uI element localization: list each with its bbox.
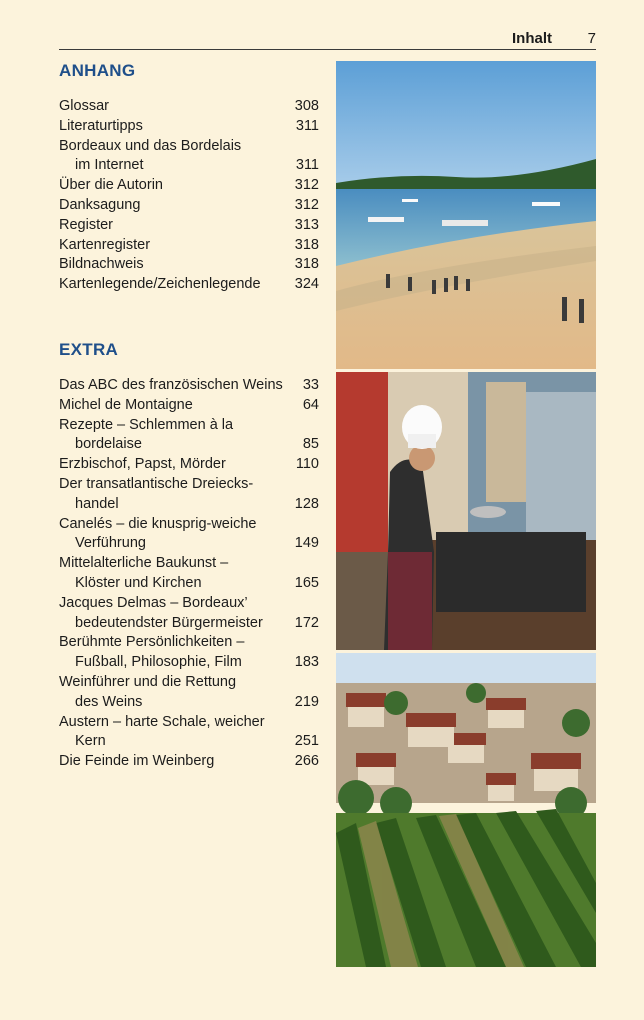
toc-entry[interactable]	[59, 534, 319, 554]
toc-entry[interactable]	[59, 653, 319, 673]
toc-entry-label: Literaturtipps	[59, 117, 143, 134]
toc-entry-label: Bildnachweis	[59, 256, 144, 273]
toc-entry-label: Fußball, Philosophie, Film	[75, 654, 242, 671]
toc-entry-label: bordelaise	[75, 436, 142, 453]
toc-entry[interactable]	[59, 455, 319, 475]
toc-entry[interactable]	[59, 416, 319, 436]
toc-entry[interactable]	[59, 475, 319, 495]
toc-entry-label: im Internet	[75, 157, 144, 174]
toc-entry-page: 219	[294, 693, 319, 710]
toc-entry-label: Kartenlegende/Zeichenlegende	[59, 276, 261, 293]
toc-entry-label: Erzbischof, Papst, Mörder	[59, 456, 226, 473]
vineyard-photo	[336, 653, 596, 967]
toc-entry[interactable]	[59, 97, 319, 117]
toc-entry[interactable]	[59, 137, 319, 157]
toc-entry-page: 312	[294, 177, 319, 194]
toc-entry-label: Mittelalterliche Baukunst –	[59, 555, 229, 572]
toc-entry[interactable]	[59, 495, 319, 515]
toc-entry-label: Das ABC des französischen Weins	[59, 377, 283, 393]
toc-entry-page: 266	[294, 753, 319, 770]
toc-entry-label: Michel de Montaigne	[59, 396, 193, 413]
toc-list-anhang	[59, 97, 319, 295]
toc-entry-label: des Weins	[75, 693, 143, 710]
toc-entry[interactable]	[59, 396, 319, 416]
toc-entry-label: Register	[59, 216, 113, 233]
toc-entry-label: bedeutendster Bürgermeister	[75, 614, 263, 631]
toc-entry-page: 165	[294, 574, 319, 591]
toc-entry[interactable]	[59, 376, 319, 396]
section-title-anhang: ANHANG	[59, 61, 136, 80]
toc-entry[interactable]	[59, 693, 319, 713]
toc-entry-page: 149	[294, 535, 319, 552]
toc-entry-page: 312	[294, 196, 319, 213]
toc-entry[interactable]	[59, 673, 319, 693]
toc-entry[interactable]	[59, 275, 319, 295]
toc-entry-page: 85	[302, 436, 319, 453]
toc-entry-label: Glossar	[59, 98, 109, 114]
toc-entry-page: 183	[294, 654, 319, 671]
toc-entry-page: 64	[302, 396, 319, 413]
toc-entry-page: 311	[295, 157, 319, 174]
toc-entry-label: Canelés – die knusprig-weiche	[59, 515, 257, 532]
toc-entry[interactable]	[59, 176, 319, 196]
toc-entry-label: handel	[75, 495, 119, 512]
toc-entry-label: Jacques Delmas – Bordeaux’	[59, 594, 248, 611]
toc-entry-page: 311	[295, 117, 319, 134]
toc-entry-page: 313	[294, 216, 319, 233]
toc-entry-label: Der transatlantische Dreiecks-	[59, 475, 254, 492]
toc-entry-label: Die Feinde im Weinberg	[59, 753, 215, 770]
toc-entry[interactable]	[59, 236, 319, 256]
toc-entry-label: Kartenregister	[59, 236, 151, 253]
toc-entry[interactable]	[59, 574, 319, 594]
toc-entry[interactable]	[59, 554, 319, 574]
toc-entry-label: Rezepte – Schlemmen à la	[59, 416, 234, 433]
toc-entry-label: Austern – harte Schale, weicher	[59, 713, 265, 730]
page-header	[59, 29, 596, 50]
toc-entry-page: 324	[294, 276, 319, 293]
header-title: Inhalt	[512, 30, 552, 47]
toc-entry[interactable]	[59, 515, 319, 535]
toc-entry-page: 318	[294, 256, 319, 273]
beach-photo	[336, 61, 596, 369]
toc-entry-page: 33	[302, 377, 319, 393]
page-number: 7	[587, 30, 596, 47]
toc-entry[interactable]	[59, 196, 319, 216]
toc-entry-label: Bordeaux und das Bordelais	[59, 137, 242, 154]
toc-entry-page: 128	[294, 495, 319, 512]
toc-entry-page: 318	[294, 236, 319, 253]
toc-entry[interactable]	[59, 216, 319, 236]
toc-entry-label: Kern	[75, 733, 106, 750]
toc-entry-label: Berühmte Persönlichkeiten –	[59, 634, 245, 651]
chef-photo	[336, 372, 596, 650]
toc-entry[interactable]	[59, 255, 319, 275]
toc-entry-page: 308	[294, 98, 319, 114]
toc-list-extra	[59, 376, 319, 772]
toc-entry[interactable]	[59, 594, 319, 614]
toc-entry-label: Verführung	[75, 535, 146, 552]
toc-entry-label: Weinführer und die Rettung	[59, 673, 237, 690]
toc-entry[interactable]	[59, 713, 319, 733]
toc-entry[interactable]	[59, 156, 319, 176]
toc-entry[interactable]	[59, 117, 319, 137]
section-title-extra: EXTRA	[59, 340, 119, 359]
toc-entry-label: Danksagung	[59, 196, 141, 213]
toc-entry-label: Klöster und Kirchen	[75, 574, 202, 591]
toc-entry[interactable]	[59, 614, 319, 634]
toc-entry[interactable]	[59, 435, 319, 455]
toc-entry[interactable]	[59, 633, 319, 653]
toc-entry[interactable]	[59, 732, 319, 752]
toc-entry-page: 251	[294, 733, 319, 750]
toc-entry-page: 110	[295, 456, 319, 473]
toc-entry-label: Über die Autorin	[59, 177, 163, 194]
toc-entry[interactable]	[59, 752, 319, 772]
toc-entry-page: 172	[294, 614, 319, 631]
